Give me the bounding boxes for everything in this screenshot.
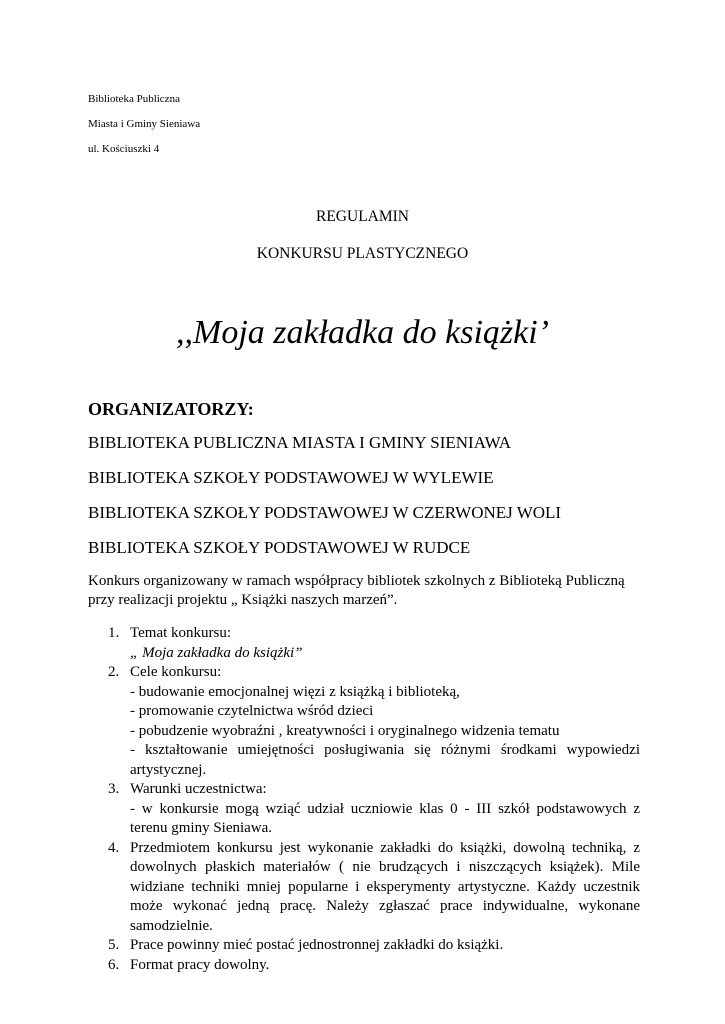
organizer-item: BIBLIOTEKA SZKOŁY PODSTAWOWEJ W CZERWONEJ WOLI — [88, 503, 562, 522]
rule-item-1 — [108, 624, 640, 663]
rule-detail: „ Moja zakładka do książki” — [130, 644, 303, 661]
doc-heading-regulamin: REGULAMIN — [316, 208, 409, 225]
rule-number: 2. — [108, 664, 120, 680]
rule-number: 6. — [108, 956, 120, 973]
rule-point: - kształtowanie umiejętności posługiwania się różnymi środkami wypowiedzi artystycznej. — [130, 742, 640, 778]
organizer-item: BIBLIOTEKA SZKOŁY PODSTAWOWEJ W RUDCE — [88, 538, 471, 557]
intro-paragraph — [88, 572, 648, 610]
rule-item-5 — [108, 936, 640, 956]
intro-line-1: Konkurs organizowany w ramach współpracy bibliotek szkolnych z Biblioteką Publiczną — [88, 573, 625, 589]
rule-title: Cele konkursu: — [130, 664, 222, 680]
contest-title: ,,Moja zakładka do książki’ — [176, 314, 549, 351]
rule-point: - budowanie emocjonalnej więzi z książką i biblioteką, — [130, 683, 460, 700]
rule-text: Przedmiotem konkursu jest wykonanie zakładki do książki, dowolną techniką, z dowolnych płaskich materiałów ( nie brudzących i niszczących książek). Mile widziane techniki mniej popularne i eksperymenty artystyczne. Każdy uczestnik może wykonać jedną pracę. Należy zgłaszać prace indywidualne, wykonane samodzielnie. — [130, 839, 640, 934]
intro-line-2: przy realizacji projektu „ Książki naszych marzeń”. — [88, 592, 398, 608]
rule-number: 3. — [108, 781, 120, 797]
organizers-heading: ORGANIZATORZY: — [88, 399, 254, 419]
rule-text: Prace powinny mieć postać jednostronnej zakładki do książki. — [130, 937, 504, 953]
rule-title: Warunki uczestnictwa: — [130, 781, 267, 797]
rule-number: 4. — [108, 839, 120, 856]
rules-list — [108, 624, 640, 975]
rule-item-6 — [108, 956, 640, 976]
sender-line-3: ul. Kościuszki 4 — [88, 143, 160, 155]
rule-item-3 — [108, 780, 640, 839]
rule-title: Temat konkursu: — [130, 625, 232, 641]
rule-point: - pobudzenie wyobraźni , kreatywności i oryginalnego widzenia tematu — [130, 722, 560, 739]
organizer-item: BIBLIOTEKA PUBLICZNA MIASTA I GMINY SIENIAWA — [88, 433, 512, 452]
organizer-item: BIBLIOTEKA SZKOŁY PODSTAWOWEJ W WYLEWIE — [88, 468, 494, 487]
rule-text: - w konkursie mogą wziąć udział uczniowie klas 0 - III szkół podstawowych z terenu gminy Sieniawa. — [130, 800, 640, 836]
rule-text: Format pracy dowolny. — [130, 956, 270, 973]
sender-address — [88, 93, 200, 168]
sender-line-1: Biblioteka Publiczna — [88, 93, 180, 105]
rule-number: 5. — [108, 937, 120, 953]
rule-point: - promowanie czytelnictwa wśród dzieci — [130, 703, 374, 719]
rule-item-4 — [108, 839, 640, 937]
doc-heading-subtitle: KONKURSU PLASTYCZNEGO — [256, 245, 469, 262]
sender-line-2: Miasta i Gminy Sieniawa — [88, 118, 201, 130]
rule-item-2 — [108, 663, 640, 780]
rule-number: 1. — [108, 625, 120, 641]
